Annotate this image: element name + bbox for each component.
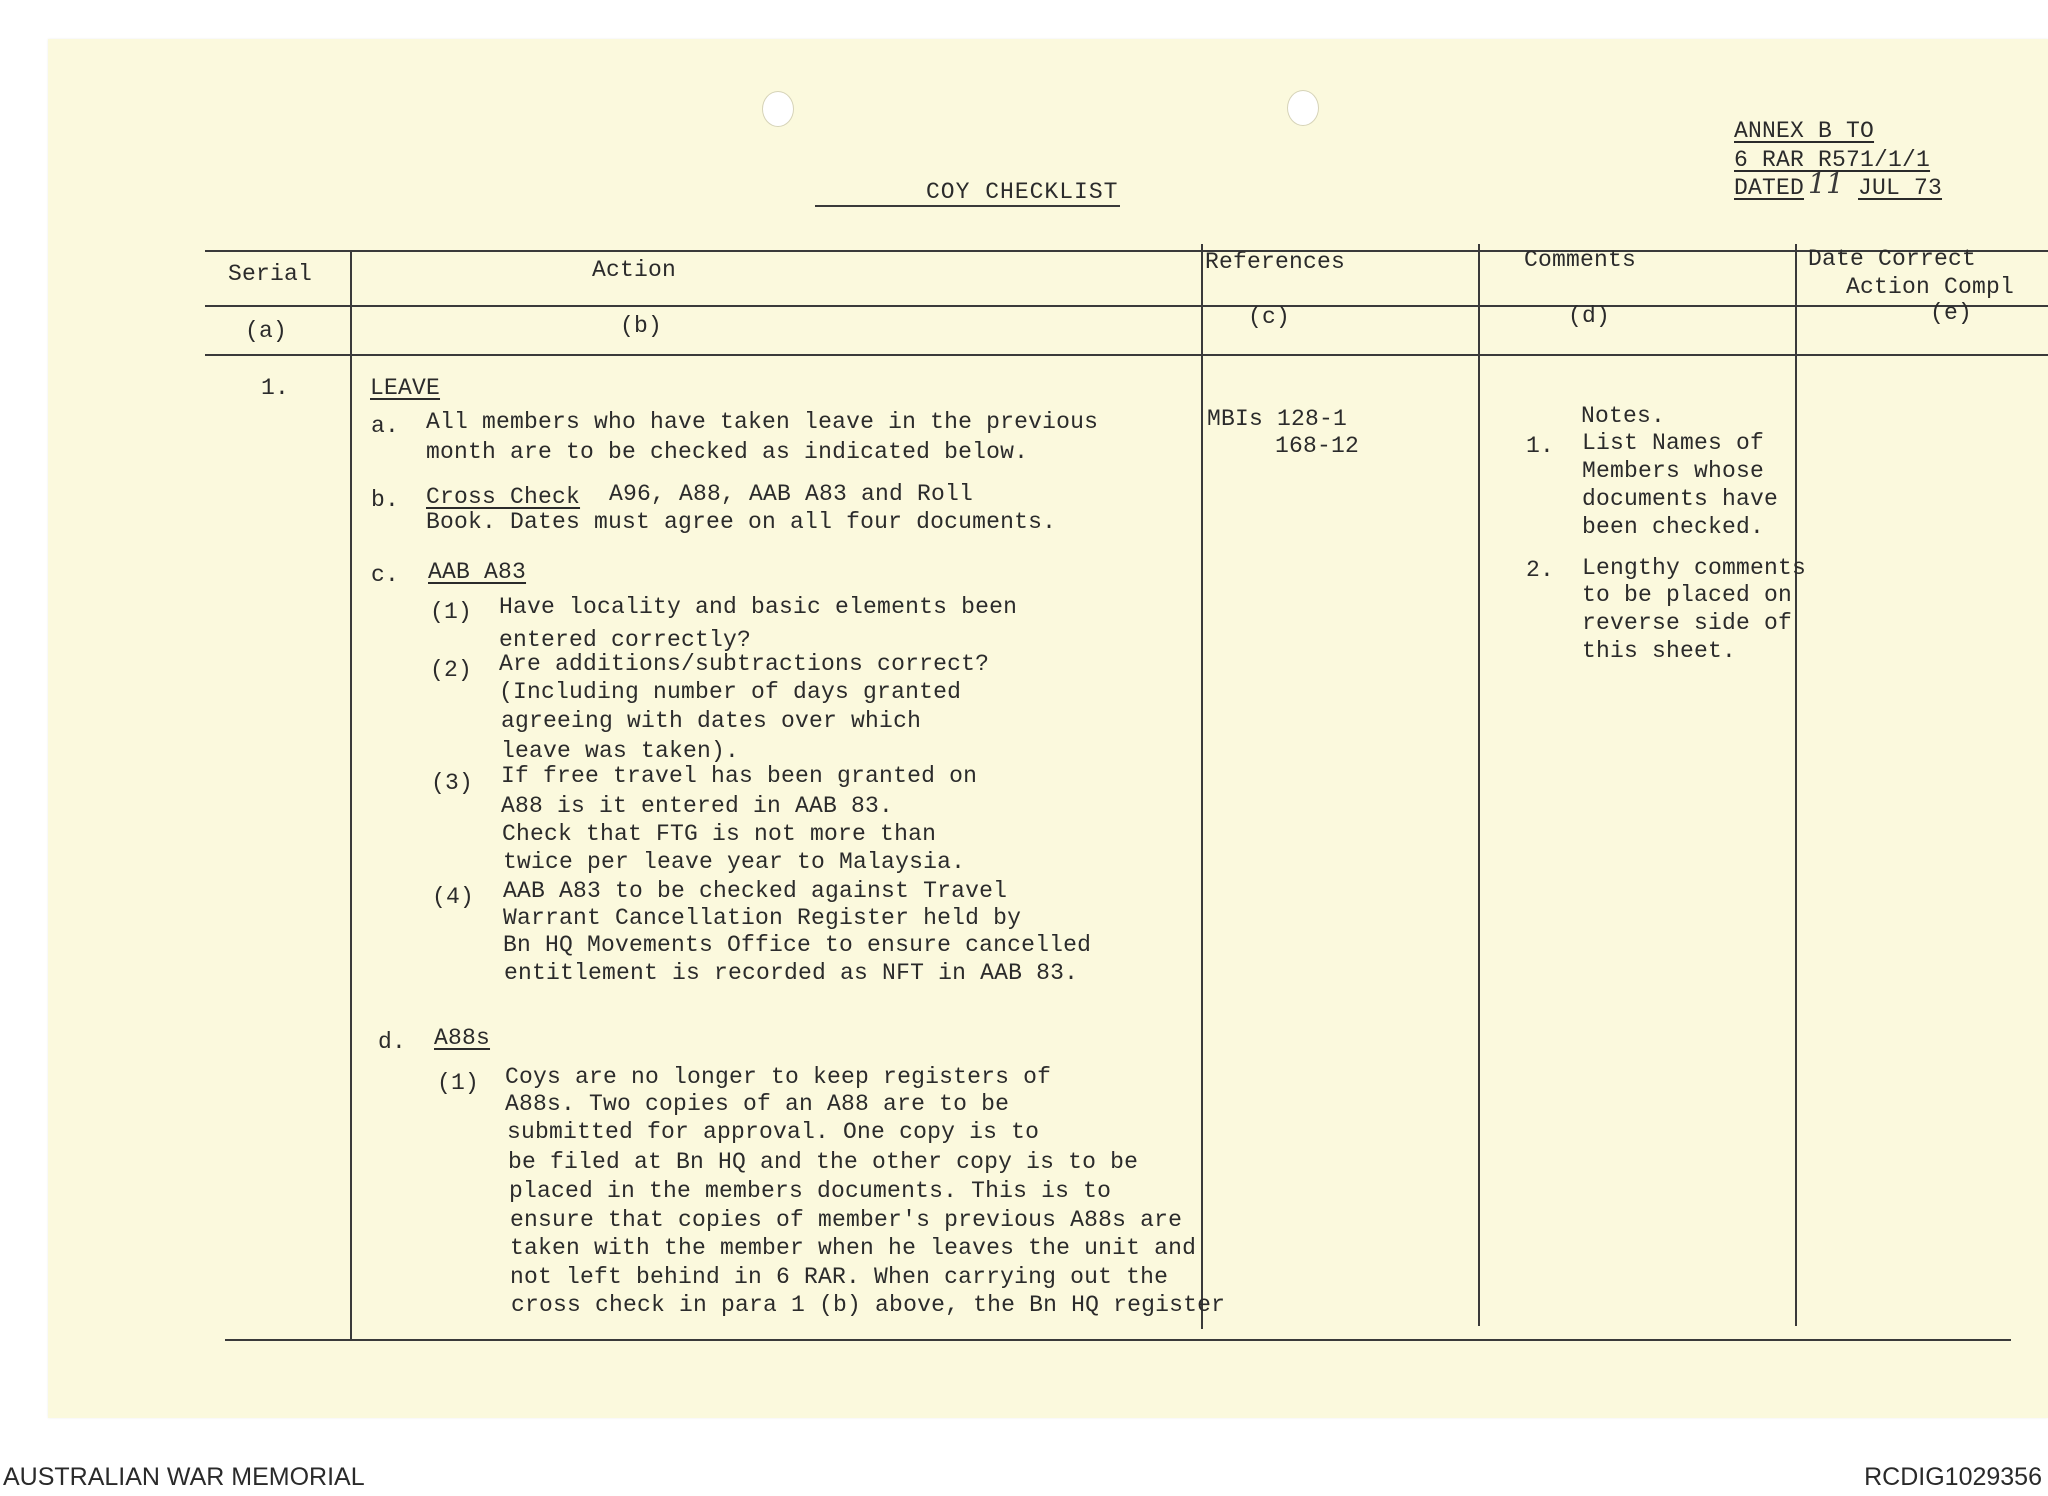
header-date-line-2: Action Compl <box>1846 274 2015 300</box>
comments-notes-title: Notes. <box>1581 403 1666 429</box>
item-c-label: c. <box>371 562 400 588</box>
header-serial: Serial <box>228 261 313 287</box>
annex-line-3-date: JUL 73 <box>1858 175 1943 201</box>
reference-line-2: 168-12 <box>1275 433 1360 459</box>
annex-line-2: 6 RAR R571/1/1 <box>1734 147 1931 173</box>
comment-note-2-line-4: this sheet. <box>1582 638 1737 664</box>
title-underline-rule <box>815 205 1120 207</box>
comment-note-1-line-2: Members whose <box>1582 458 1765 484</box>
annex-line-1: ANNEX B TO <box>1734 118 1875 144</box>
item-a-line-2: month are to be checked as indicated below. <box>426 439 1029 465</box>
item-d-heading: A88s <box>434 1025 491 1051</box>
item-d1-line-5: placed in the members documents. This is to <box>509 1178 1112 1204</box>
col-letter-b: (b) <box>620 313 663 339</box>
comment-note-1-number: 1. <box>1526 433 1555 459</box>
table-header-rule <box>205 305 2048 307</box>
item-c2-line-3: agreeing with dates over which <box>501 708 922 734</box>
comment-note-1-line-3: documents have <box>1582 486 1779 512</box>
comment-note-2-number: 2. <box>1526 557 1555 583</box>
page-title: COY CHECKLIST <box>926 179 1119 205</box>
item-c1-line-2: entered correctly? <box>499 627 752 653</box>
item-d-label: d. <box>378 1029 407 1055</box>
annex-handwritten-day: 11 <box>1808 167 1845 200</box>
col-letter-d: (d) <box>1568 303 1611 329</box>
item-d1-line-4: be filed at Bn HQ and the other copy is to be <box>508 1149 1139 1175</box>
punch-hole-right <box>1287 90 1319 126</box>
item-b-label: b. <box>371 487 400 513</box>
item-d1-line-9: cross check in para 1 (b) above, the Bn HQ register <box>511 1292 1226 1318</box>
item-c4-line-4: entitlement is recorded as NFT in AAB 83. <box>504 960 1079 986</box>
item-c1-number: (1) <box>430 599 473 625</box>
item-c2-line-2: (Including number of days granted <box>499 679 962 705</box>
item-c-heading: AAB A83 <box>428 559 527 585</box>
item-c4-line-1: AAB A83 to be checked against Travel <box>503 878 1008 904</box>
annex-line-3-label: DATED <box>1734 175 1805 201</box>
item-c3-line-3: Check that FTG is not more than <box>502 821 937 847</box>
item-a-label: a. <box>371 413 400 439</box>
item-c4-number: (4) <box>432 884 475 910</box>
col-rule-4 <box>1795 244 1797 1326</box>
item-d1-line-7: taken with the member when he leaves the unit and <box>510 1235 1197 1261</box>
header-action: Action <box>592 257 677 283</box>
item-c2-line-4: leave was taken). <box>501 738 740 764</box>
table-bottom-rule <box>225 1339 2011 1341</box>
item-c2-line-1: Are additions/subtractions correct? <box>499 651 990 677</box>
col-letter-c: (c) <box>1248 304 1291 330</box>
item-c2-number: (2) <box>430 657 473 683</box>
punch-hole-left <box>762 91 794 127</box>
item-c1-line-1: Have locality and basic elements been <box>499 594 1018 620</box>
item-d1-line-2: A88s. Two copies of an A88 are to be <box>505 1091 1010 1117</box>
comment-note-1-line-1: List Names of <box>1582 430 1765 456</box>
comment-note-2-line-3: reverse side of <box>1582 610 1793 636</box>
col-rule-2 <box>1201 244 1203 1329</box>
item-b-cross-check: Cross Check <box>426 484 581 510</box>
archive-footer-left: AUSTRALIAN WAR MEMORIAL <box>3 1463 365 1491</box>
table-letter-rule <box>205 354 2048 356</box>
item-d1-number: (1) <box>437 1070 480 1096</box>
header-comments: Comments <box>1524 247 1637 273</box>
table-top-rule <box>205 250 2048 252</box>
item-b-line-2: Book. Dates must agree on all four documents. <box>426 509 1057 535</box>
comment-note-2-line-1: Lengthy comments <box>1582 555 1807 581</box>
item-c3-line-1: If free travel has been granted on <box>501 763 978 789</box>
item-c3-line-4: twice per leave year to Malaysia. <box>503 849 966 875</box>
col-rule-3 <box>1478 244 1480 1326</box>
item-c3-number: (3) <box>431 770 474 796</box>
item-d1-line-6: ensure that copies of member's previous A88s are <box>510 1207 1183 1233</box>
item-c4-line-3: Bn HQ Movements Office to ensure cancelled <box>503 932 1092 958</box>
archive-footer-right: RCDIG1029356 <box>1864 1463 2042 1491</box>
item-c4-line-2: Warrant Cancellation Register held by <box>503 905 1022 931</box>
item-c3-line-2: A88 is it entered in AAB 83. <box>501 793 894 819</box>
item-d1-line-8: not left behind in 6 RAR. When carrying out the <box>510 1264 1169 1290</box>
comment-note-1-line-4: been checked. <box>1582 514 1765 540</box>
comment-note-2-line-2: to be placed on <box>1582 582 1793 608</box>
col-letter-a: (a) <box>245 318 288 344</box>
header-date-line-1: Date Correct <box>1808 246 1977 272</box>
item-a-line-1: All members who have taken leave in the previous <box>426 409 1099 435</box>
col-rule-1 <box>350 250 352 1339</box>
header-references: References <box>1205 249 1346 275</box>
item-b-line-1: A96, A88, AAB A83 and Roll <box>609 481 974 507</box>
reference-line-1: MBIs 128-1 <box>1207 406 1348 432</box>
item-d1-line-3: submitted for approval. One copy is to <box>507 1119 1040 1145</box>
item-d1-line-1: Coys are no longer to keep registers of <box>505 1064 1052 1090</box>
leave-heading: LEAVE <box>370 375 441 401</box>
serial-1: 1. <box>261 375 290 401</box>
col-letter-e: (e) <box>1930 300 1973 326</box>
